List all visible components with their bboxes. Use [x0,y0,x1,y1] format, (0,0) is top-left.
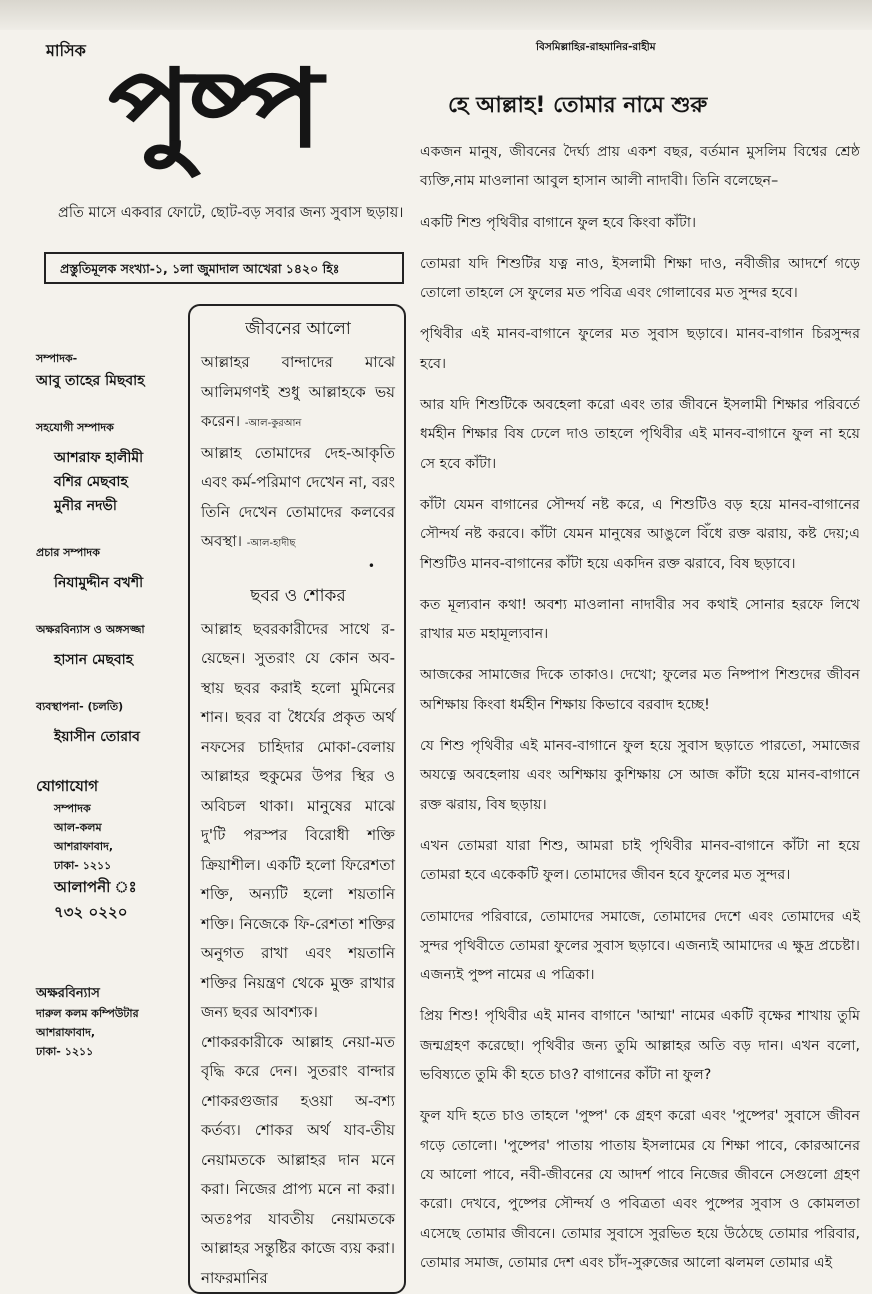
contact-line: আশরাফাবাদ, [54,840,114,853]
issue-info: প্রস্তুতিমূলক সংখ্যা-১, ১লা জুমাদাল আখেরা ১৪২০ হিঃ [60,261,340,276]
article-paragraph: আজকের সামাজের দিকে তাকাও। দেখো; ফুলের মত নিষ্পাপ শিশুদের জীবন অশিক্ষায় কিংবা ধর্মহীন শিক্ষায় কিভাবে বরবাদ হচ্ছে! [420,667,860,713]
assoc-editor-role: সহযোগী সম্পাদক [36,421,114,434]
quote-column-box [188,304,406,1294]
article-paragraph: কাঁটা যেমন বাগানের সৌন্দর্য নষ্ট করে, এ শিশুটিও বড় হয়ে মানব-বাগানের সৌন্দর্য নষ্ট করবে। কাঁটা যেমন মানুষের আঙুলে বিঁধে রক্ত ঝরায়, কষ্ট দেয়;এ শিশুটিও মানব-বাগানের কাঁটা হয়ে একদিন রক্ত ঝরাবে, বিষ ছড়াবে। [420,496,860,572]
scan-top-strip [0,0,872,30]
manager-name: ইয়াসীন তোরাব [54,729,140,745]
editor-name: আবু তাহের মিছবাহ [36,373,145,389]
article-paragraph: আর যদি শিশুটিকে অবহেলা করো এবং তার জীবনে ইসলামী শিক্ষার পরিবর্তে ধর্মহীন শিক্ষার বিষ ঢেলে দাও তাহলে পৃথিবীর এই মানব-বাগানে ফুল না হয়ে সে হবে কাঁটা। [420,397,860,472]
contact-line: ঢাকা- ১২১১ [54,859,112,872]
article-paragraph: এখন তোমরা যারা শিশু, আমরা চাই পৃথিবীর মানব-বাগানে কাঁটা না হয়ে তোমরা হবে একেকটি ফুল। তোমাদের জীবন হবে ফুলের মত সুন্দর। [420,837,860,884]
article-paragraph: পৃথিবীর এই মানব-বাগানে ফুলের মত সুবাস ছড়াবে। মানব-বাগান চিরসুন্দর হবে। [420,326,860,372]
design-name: হাসান মেছবাহ [54,652,134,668]
staff-column [36,350,188,1062]
gratitude-paragraph: শোকরকারীকে আল্লাহ নেয়া-মত বৃদ্ধি করে দেন। সুতরাং বান্দার শোকরগুজার হওয়া অ-বশ্য কর্তব্য। শোকর অর্থ যাব-তীয় নেয়ামতকে আল্লাহর দান মনে করা। নিজের প্রাপ্য মনে না করা। অতঃপর যাবতীয় নেয়ামতকে আল্লাহর সন্তুষ্টির কাজে ব্যয় করা। নাফরমানির [201,1032,395,1287]
typeset-line: দারুল কলম কম্পিউটার [36,1007,139,1020]
section-heading-patience: ছবর ও শোকর [250,585,346,606]
typeset-role: অক্ষরবিন্যাস [36,986,100,1001]
contact-editor: সম্পাদক [54,802,91,815]
monthly-label: মাসিক [46,41,86,60]
contact-heading: যোগাযোগ [36,777,99,795]
issue-box [44,252,404,284]
patience-paragraph: আল্লাহ ছবরকারীদের সাথে র-য়েছেন। সুতরাং যে কোন অব-স্থায় ছবর করাই হলো মুমিনের শান। ছবর বা ধৈর্যের প্রকৃত অর্থ নফসের চাহিদার মোকা-বেলায় আল্লাহর হুকুমের উপর স্থির ও অবিচল থাকা। মানুষের মাঝে দু'টি পরস্পর বিরোধী শক্তি ক্রিয়াশীল। একটি হলো ফিরেশতা শক্তি, অন্যটি হলো শয়তানি শক্তি। নিজেকে ফি-রেশতা শক্তির অনুগত রাখা এবং শয়তানি শক্তির নিয়ন্ত্রণ থেকে মুক্ত রাখার জন্য ছবর আবশ্যক। [201,619,395,1021]
contact-line: আল-কলম [54,821,102,834]
article-paragraph: তোমরা যদি শিশুটির যত্ন নাও, ইসলামী শিক্ষা দাও, নবীজীর আদর্শে গড়ে তোলো তাহলে সে ফুলের মত পবিত্র এবং গোলাবের মত সুন্দর হবে। [420,255,860,302]
article-paragraph: প্রিয় শিশু! পৃথিবীর এই মানব বাগানে 'আম্মা' নামের একটি বৃক্ষের শাখায় তুমি জন্মগ্রহণ করেছো। পৃথিবীর জন্য তুমি আল্লাহর অতি বড় দান। এখন বলো, ভবিষ্যতে তুমি কী হতে চাও? বাগানের কাঁটা না ফুল? [420,1008,860,1084]
assoc-editor-name: আশরাফ হালীমী [54,450,144,466]
typeset-line: ঢাকা- ১২১১ [36,1045,94,1058]
assoc-editor-name: বশির মেছবাহ [54,474,128,490]
publicity-name: নিযামুদ্দীন বখশী [54,575,144,591]
phone-label: আলাপনী ঃ [54,878,137,896]
article-paragraph: একজন মানুষ, জীবনের দৈর্ঘ্য প্রায় একশ বছর, বর্তমান মুসলিম বিশ্বের শ্রেষ্ঠ ব্যক্তি,নাম মাওলানা আবুল হাসান আলী নাদাবী। তিনি বলেছেন– [420,144,860,190]
tagline: প্রতি মাসে একবার ফোটে, ছোট-বড় সবার জন্য সুবাস ছড়ায়। [58,205,404,221]
article-paragraph: তোমাদের পরিবারে, তোমাদের সমাজে, তোমাদের দেশে এবং তোমাদের এই সুন্দর পৃথিবীতে তোমরা ফুলের সুবাস ছড়াবে। এজন্যই আমাদের এ ক্ষুদ্র প্রচেষ্টা। এজন্যই পুষ্প নামের এ পত্রিকা। [420,908,860,984]
article-paragraph: ফুল যদি হতে চাও তাহলে 'পুষ্প' কে গ্রহণ করো এবং 'পুষ্পের' সুবাসে জীবন গড়ে তোলো। 'পুষ্পের' পাতায় পাতায় ইসলামের যে শিক্ষা পাবে, কোরআনের যে আলো পাবে, নবী-জীবনের যে আদর্শ পাবে নিজের জীবনে সেগুলো গ্রহণ করো। দেখবে, পুষ্পের সৌন্দর্য ও পবিত্রতা এবং পুষ্পের সুবাস ও কোমলতা এসেছে তোমার জীবনে। তোমার সুবাসে সুরভিত হয়ে উঠেছে তোমার পরিবার, তোমার সমাজ, তোমার দেশ এবং চাঁদ-সুরুজের আলো ঝলমল তোমার এই [420,1108,860,1271]
editor-role: সম্পাদক- [36,352,78,365]
article-paragraph: যে শিশু পৃথিবীর এই মানব-বাগানে ফুল হয়ে সুবাস ছড়াতে পারতো, সমাজের অযত্নে অবহেলায় এবং অশিক্ষায় কুশিক্ষায় সে আজ কাঁটা হয়ে মানব-বাগানে রক্ত ঝরায়, বিষ ছড়ায়। [420,738,860,813]
section-heading-light-of-life: জীবনের আলো [245,319,351,339]
hadith-quote: আল্লাহ তোমাদের দেহ-আকৃতি এবং কর্ম-পরিমাণ দেখেন না, বরং তিনি দেখেন তোমাদের কলবের অবস্থা। -আল-হাদীছ [201,443,395,550]
article-paragraph: কত মূল্যবান কথা! অবশ্য মাওলানা নাদাবীর সব কথাই সোনার হরফে লিখে রাখার মত মহামূল্যবান। [420,596,860,643]
publicity-role: প্রচার সম্পাদক [36,546,100,559]
bismillah: বিসমিল্লাহির-রাহমানির-রাহীম [536,41,656,53]
assoc-editor-name: মুনীর নদভী [54,498,117,514]
article-paragraph: একটি শিশু পৃথিবীর বাগানে ফুল হবে কিংবা কাঁটা। [420,214,697,231]
article-body [420,138,860,1290]
quran-quote: আল্লাহর বান্দাদের মাঝে আলিমগণই শুধু আল্লাহকে ভয় করেন। -আল-কুরআন [201,353,395,430]
typeset-line: আশরাফাবাদ, [36,1026,96,1039]
design-role: অক্ষরবিন্যাস ও অঙ্গসজ্জা [36,623,145,636]
quote-source: -আল-হাদীছ [246,538,296,549]
bullet-dot: • [367,558,375,573]
manager-role: ব্যবস্থাপনা- (চলতি) [36,700,124,713]
phone-number: ৭৩২ ০২২০ [54,903,128,921]
article-heading: হে আল্লাহ! তোমার নামে শুরু [448,93,708,118]
magazine-logo: পুষ্প [108,47,319,172]
quote-source: -আল-কুরআন [244,418,302,429]
